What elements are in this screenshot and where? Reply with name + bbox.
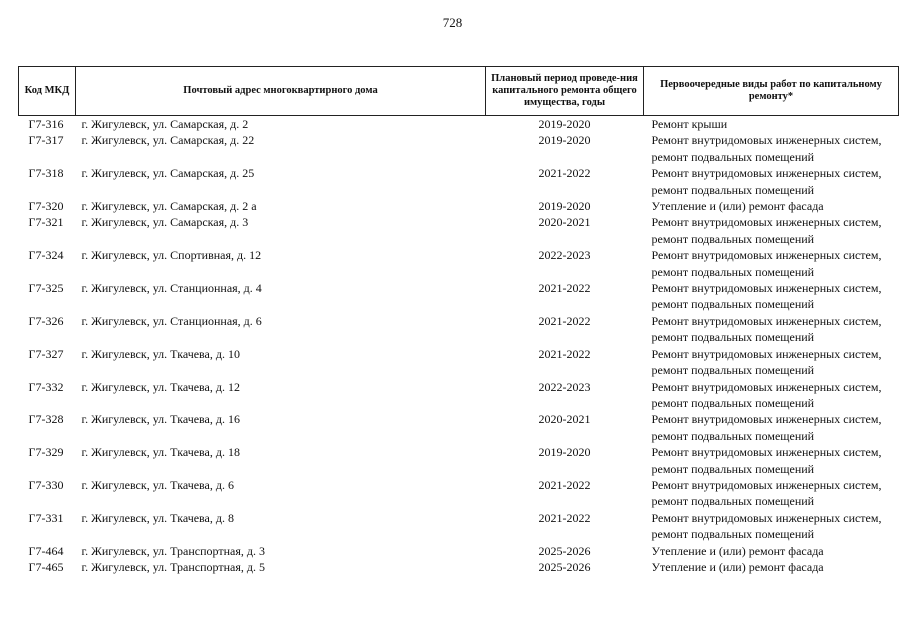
- row-address: г. Жигулевск, ул. Станционная, д. 4: [81, 281, 262, 296]
- row-code: Г7-464: [28, 543, 64, 558]
- row-code: Г7-329: [28, 445, 64, 460]
- table-row: [19, 247, 899, 280]
- table-row: [19, 411, 899, 444]
- row-address: г. Жигулевск, ул. Самарская, д. 25: [81, 166, 255, 181]
- work-item: Ремонт внутридомовых инженерных систем,: [651, 313, 882, 328]
- row-address: г. Жигулевск, ул. Ткачева, д. 16: [81, 412, 240, 427]
- row-period: 2019-2020: [538, 133, 591, 148]
- row-period: 2021-2022: [538, 346, 591, 361]
- work-item: Утепление и (или) ремонт фасада: [651, 559, 824, 574]
- work-item: ремонт подвальных помещений: [651, 527, 815, 542]
- row-code: Г7-316: [28, 117, 64, 131]
- header-period: Плановый период проведе-ния капитального ремонта общего имущества, годы: [486, 67, 644, 116]
- row-address: г. Жигулевск, ул. Ткачева, д. 8: [81, 510, 234, 525]
- table-body: [19, 116, 899, 576]
- row-works: [644, 280, 899, 313]
- table-row: [19, 346, 899, 379]
- page-number: 728: [442, 15, 463, 30]
- work-item: ремонт подвальных помещений: [651, 264, 815, 279]
- row-period: 2021-2022: [538, 313, 591, 328]
- row-address: г. Жигулевск, ул. Ткачева, д. 6: [81, 477, 234, 492]
- table-row: [19, 165, 899, 198]
- table-row: [19, 132, 899, 165]
- table-row: [19, 444, 899, 477]
- row-address: г. Жигулевск, ул. Спортивная, д. 12: [81, 248, 262, 263]
- row-period: 2019-2020: [538, 117, 591, 131]
- row-address: г. Жигулевск, ул. Транспортная, д. 5: [81, 559, 265, 574]
- header-code: Код МКД: [19, 67, 76, 116]
- work-item: Ремонт внутридомовых инженерных систем,: [651, 133, 882, 148]
- row-code: Г7-327: [28, 346, 64, 361]
- work-item: Утепление и (или) ремонт фасада: [651, 199, 824, 214]
- work-item: ремонт подвальных помещений: [651, 363, 815, 378]
- row-period: 2025-2026: [538, 543, 591, 558]
- row-code: Г7-321: [28, 215, 64, 230]
- row-works: [644, 477, 899, 510]
- row-works: [644, 444, 899, 477]
- row-code: Г7-331: [28, 510, 64, 525]
- work-item: Ремонт внутридомовых инженерных систем,: [651, 281, 882, 296]
- work-item: ремонт подвальных помещений: [651, 428, 815, 443]
- row-works: [644, 214, 899, 247]
- work-item: Ремонт внутридомовых инженерных систем,: [651, 248, 882, 263]
- row-code: Г7-324: [28, 248, 64, 263]
- row-period: 2020-2021: [538, 412, 591, 427]
- row-address: г. Жигулевск, ул. Самарская, д. 22: [81, 133, 255, 148]
- work-item: Ремонт крыши: [651, 117, 728, 131]
- row-address: г. Жигулевск, ул. Ткачева, д. 12: [81, 379, 240, 394]
- work-item: Ремонт внутридомовых инженерных систем,: [651, 412, 882, 427]
- table-row: [19, 510, 899, 543]
- row-period: 2019-2020: [538, 445, 591, 460]
- table-row: [19, 313, 899, 346]
- table-row: [19, 559, 899, 575]
- work-item: Ремонт внутридомовых инженерных систем,: [651, 215, 882, 230]
- row-period: 2019-2020: [538, 199, 591, 214]
- row-works: [644, 510, 899, 543]
- row-address: г. Жигулевск, ул. Станционная, д. 6: [81, 313, 262, 328]
- row-period: 2020-2021: [538, 215, 591, 230]
- work-item: ремонт подвальных помещений: [651, 149, 815, 164]
- row-code: Г7-325: [28, 281, 64, 296]
- row-works: [644, 379, 899, 412]
- work-item: Ремонт внутридомовых инженерных систем,: [651, 477, 882, 492]
- table-row: [19, 198, 899, 214]
- row-address: г. Жигулевск, ул. Ткачева, д. 10: [81, 346, 240, 361]
- row-works: [644, 313, 899, 346]
- row-works: [644, 559, 899, 575]
- row-works: [644, 116, 899, 133]
- row-code: Г7-317: [28, 133, 64, 148]
- work-item: ремонт подвальных помещений: [651, 461, 815, 476]
- repair-table: [18, 66, 899, 575]
- table-row: [19, 543, 899, 559]
- row-period: 2022-2023: [538, 379, 591, 394]
- row-code: Г7-332: [28, 379, 64, 394]
- work-item: Ремонт внутридомовых инженерных систем,: [651, 445, 882, 460]
- row-address: г. Жигулевск, ул. Самарская, д. 2 а: [81, 199, 257, 214]
- work-item: ремонт подвальных помещений: [651, 231, 815, 246]
- table-row: [19, 379, 899, 412]
- header-address: Почтовый адрес многоквартирного дома: [76, 67, 486, 116]
- row-address: г. Жигулевск, ул. Самарская, д. 3: [81, 215, 249, 230]
- row-works: [644, 132, 899, 165]
- table-row: [19, 214, 899, 247]
- work-item: ремонт подвальных помещений: [651, 395, 815, 410]
- row-period: 2021-2022: [538, 510, 591, 525]
- row-period: 2021-2022: [538, 281, 591, 296]
- row-address: г. Жигулевск, ул. Ткачева, д. 18: [81, 445, 240, 460]
- row-works: [644, 543, 899, 559]
- work-item: Ремонт внутридомовых инженерных систем,: [651, 510, 882, 525]
- row-address: г. Жигулевск, ул. Самарская, д. 2: [81, 117, 249, 131]
- row-period: 2022-2023: [538, 248, 591, 263]
- row-period: 2025-2026: [538, 559, 591, 574]
- row-code: Г7-465: [28, 559, 64, 574]
- row-works: [644, 247, 899, 280]
- work-item: ремонт подвальных помещений: [651, 494, 815, 509]
- row-code: Г7-320: [28, 199, 64, 214]
- header-works: Первоочередные виды работ по капитальному ремонту*: [644, 67, 899, 116]
- row-works: [644, 165, 899, 198]
- row-period: 2021-2022: [538, 477, 591, 492]
- row-code: Г7-326: [28, 313, 64, 328]
- row-period: 2021-2022: [538, 166, 591, 181]
- row-code: Г7-318: [28, 166, 64, 181]
- table-row: [19, 116, 899, 133]
- work-item: Ремонт внутридомовых инженерных систем,: [651, 379, 882, 394]
- work-item: ремонт подвальных помещений: [651, 297, 815, 312]
- row-works: [644, 346, 899, 379]
- row-code: Г7-328: [28, 412, 64, 427]
- repair-table-container: [18, 66, 898, 575]
- table-row: [19, 477, 899, 510]
- row-code: Г7-330: [28, 477, 64, 492]
- work-item: Ремонт внутридомовых инженерных систем,: [651, 346, 882, 361]
- work-item: Ремонт внутридомовых инженерных систем,: [651, 166, 882, 181]
- table-row: [19, 280, 899, 313]
- row-address: г. Жигулевск, ул. Транспортная, д. 3: [81, 543, 265, 558]
- work-item: ремонт подвальных помещений: [651, 330, 815, 345]
- row-works: [644, 411, 899, 444]
- work-item: ремонт подвальных помещений: [651, 182, 815, 197]
- table-header: [19, 67, 899, 116]
- row-works: [644, 198, 899, 214]
- work-item: Утепление и (или) ремонт фасада: [651, 543, 824, 558]
- header-row: [19, 67, 899, 116]
